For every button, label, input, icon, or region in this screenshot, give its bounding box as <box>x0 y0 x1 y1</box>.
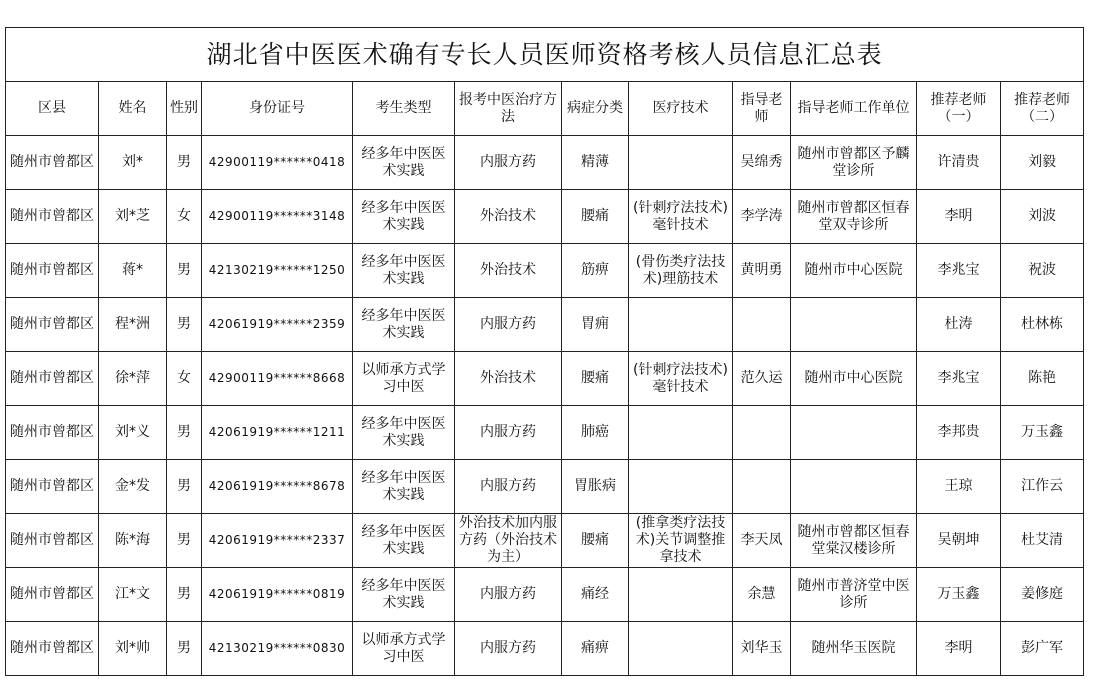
header-name: 姓名 <box>99 82 167 136</box>
cell-treatment-method: 外治技术 <box>455 352 562 406</box>
cell-mentor-workplace: 随州市普济堂中医诊所 <box>791 568 917 622</box>
cell-medical-technique <box>629 298 733 352</box>
cell-gender: 男 <box>167 136 202 190</box>
sheet-title: 湖北省中医医术确有专长人员医师资格考核人员信息汇总表 <box>6 28 1084 82</box>
cell-recommender-2: 彭广军 <box>1001 622 1084 676</box>
cell-recommender-1: 许清贵 <box>917 136 1001 190</box>
cell-treatment-method: 内服方药 <box>455 406 562 460</box>
cell-disease-category: 肺癌 <box>562 406 629 460</box>
cell-medical-technique <box>629 568 733 622</box>
cell-disease-category: 腰痛 <box>562 514 629 568</box>
cell-mentor: 吴绵秀 <box>733 136 791 190</box>
cell-mentor-workplace <box>791 298 917 352</box>
cell-id-number: 42061919******1211 <box>202 406 353 460</box>
cell-gender: 男 <box>167 298 202 352</box>
header-county: 区县 <box>6 82 99 136</box>
cell-recommender-1: 吴朝坤 <box>917 514 1001 568</box>
cell-county: 随州市曾都区 <box>6 622 99 676</box>
cell-medical-technique <box>629 136 733 190</box>
summary-table <box>5 27 1084 676</box>
cell-id-number: 42061919******0819 <box>202 568 353 622</box>
cell-county: 随州市曾都区 <box>6 190 99 244</box>
cell-disease-category: 腰痛 <box>562 352 629 406</box>
cell-id-number: 42061919******8678 <box>202 460 353 514</box>
table-row <box>6 514 1084 568</box>
cell-candidate-type: 经多年中医医术实践 <box>353 406 455 460</box>
cell-recommender-2: 杜林栋 <box>1001 298 1084 352</box>
cell-recommender-2: 姜修庭 <box>1001 568 1084 622</box>
cell-county: 随州市曾都区 <box>6 244 99 298</box>
cell-medical-technique <box>629 460 733 514</box>
cell-mentor-workplace: 随州市中心医院 <box>791 352 917 406</box>
cell-mentor-workplace <box>791 406 917 460</box>
cell-mentor: 余慧 <box>733 568 791 622</box>
cell-county: 随州市曾都区 <box>6 514 99 568</box>
cell-mentor <box>733 406 791 460</box>
cell-mentor <box>733 298 791 352</box>
cell-name: 徐*萍 <box>99 352 167 406</box>
cell-mentor-workplace: 随州市曾都区恒春堂棠汉楼诊所 <box>791 514 917 568</box>
cell-name: 程*洲 <box>99 298 167 352</box>
cell-gender: 女 <box>167 352 202 406</box>
cell-id-number: 42900119******8668 <box>202 352 353 406</box>
cell-recommender-1: 李明 <box>917 190 1001 244</box>
cell-county: 随州市曾都区 <box>6 298 99 352</box>
cell-mentor-workplace: 随州华玉医院 <box>791 622 917 676</box>
cell-mentor-workplace: 随州市曾都区恒春堂双寺诊所 <box>791 190 917 244</box>
cell-mentor: 李学涛 <box>733 190 791 244</box>
cell-medical-technique <box>629 406 733 460</box>
cell-gender: 男 <box>167 244 202 298</box>
header-medical-technique: 医疗技术 <box>629 82 733 136</box>
cell-candidate-type: 经多年中医医术实践 <box>353 568 455 622</box>
cell-treatment-method: 外治技术 <box>455 244 562 298</box>
table-row <box>6 136 1084 190</box>
table-row <box>6 568 1084 622</box>
cell-gender: 男 <box>167 406 202 460</box>
table-row <box>6 298 1084 352</box>
cell-name: 刘*义 <box>99 406 167 460</box>
header-row <box>6 82 1084 136</box>
cell-recommender-2: 刘毅 <box>1001 136 1084 190</box>
cell-medical-technique <box>629 622 733 676</box>
header-gender: 性别 <box>167 82 202 136</box>
table-row <box>6 460 1084 514</box>
cell-medical-technique: (针刺疗法技术)毫针技术 <box>629 190 733 244</box>
cell-name: 蒋* <box>99 244 167 298</box>
cell-recommender-1: 李邦贵 <box>917 406 1001 460</box>
cell-recommender-2: 陈艳 <box>1001 352 1084 406</box>
cell-recommender-2: 万玉鑫 <box>1001 406 1084 460</box>
cell-mentor <box>733 460 791 514</box>
cell-county: 随州市曾都区 <box>6 406 99 460</box>
header-recommender-2: 推荐老师（二） <box>1001 82 1084 136</box>
cell-name: 刘* <box>99 136 167 190</box>
cell-mentor-workplace: 随州市中心医院 <box>791 244 917 298</box>
cell-county: 随州市曾都区 <box>6 352 99 406</box>
cell-mentor-workplace <box>791 460 917 514</box>
cell-disease-category: 痛经 <box>562 568 629 622</box>
cell-candidate-type: 以师承方式学习中医 <box>353 352 455 406</box>
cell-candidate-type: 经多年中医医术实践 <box>353 244 455 298</box>
cell-treatment-method: 内服方药 <box>455 568 562 622</box>
cell-disease-category: 胃胀病 <box>562 460 629 514</box>
cell-recommender-2: 祝波 <box>1001 244 1084 298</box>
cell-county: 随州市曾都区 <box>6 460 99 514</box>
cell-gender: 男 <box>167 460 202 514</box>
cell-mentor: 黄明勇 <box>733 244 791 298</box>
cell-treatment-method: 外治技术加内服方药（外治技术为主） <box>455 514 562 568</box>
cell-treatment-method: 内服方药 <box>455 622 562 676</box>
table-row <box>6 190 1084 244</box>
cell-recommender-2: 杜艾清 <box>1001 514 1084 568</box>
cell-mentor: 范久运 <box>733 352 791 406</box>
cell-gender: 男 <box>167 514 202 568</box>
cell-mentor: 刘华玉 <box>733 622 791 676</box>
cell-id-number: 42130219******1250 <box>202 244 353 298</box>
cell-id-number: 42130219******0830 <box>202 622 353 676</box>
cell-gender: 男 <box>167 568 202 622</box>
cell-county: 随州市曾都区 <box>6 568 99 622</box>
header-treatment-method: 报考中医治疗方法 <box>455 82 562 136</box>
cell-medical-technique: (骨伤类疗法技术)理筋技术 <box>629 244 733 298</box>
cell-treatment-method: 外治技术 <box>455 190 562 244</box>
cell-id-number: 42900119******3148 <box>202 190 353 244</box>
cell-gender: 女 <box>167 190 202 244</box>
cell-id-number: 42900119******0418 <box>202 136 353 190</box>
cell-id-number: 42061919******2359 <box>202 298 353 352</box>
summary-sheet <box>5 27 1083 676</box>
cell-recommender-1: 王琼 <box>917 460 1001 514</box>
cell-recommender-1: 杜涛 <box>917 298 1001 352</box>
cell-county: 随州市曾都区 <box>6 136 99 190</box>
cell-treatment-method: 内服方药 <box>455 298 562 352</box>
cell-medical-technique: (推拿类疗法技术)关节调整推拿技术 <box>629 514 733 568</box>
cell-recommender-1: 万玉鑫 <box>917 568 1001 622</box>
cell-recommender-1: 李明 <box>917 622 1001 676</box>
cell-disease-category: 胃痈 <box>562 298 629 352</box>
cell-gender: 男 <box>167 622 202 676</box>
cell-recommender-1: 李兆宝 <box>917 244 1001 298</box>
cell-recommender-1: 李兆宝 <box>917 352 1001 406</box>
cell-name: 陈*海 <box>99 514 167 568</box>
header-mentor-workplace: 指导老师工作单位 <box>791 82 917 136</box>
header-recommender-1: 推荐老师（一） <box>917 82 1001 136</box>
cell-candidate-type: 经多年中医医术实践 <box>353 136 455 190</box>
cell-disease-category: 精薄 <box>562 136 629 190</box>
table-row <box>6 406 1084 460</box>
table-row <box>6 622 1084 676</box>
cell-mentor: 李天凤 <box>733 514 791 568</box>
cell-name: 刘*芝 <box>99 190 167 244</box>
header-disease-category: 病症分类 <box>562 82 629 136</box>
cell-treatment-method: 内服方药 <box>455 136 562 190</box>
cell-recommender-2: 江作云 <box>1001 460 1084 514</box>
cell-treatment-method: 内服方药 <box>455 460 562 514</box>
header-candidate-type: 考生类型 <box>353 82 455 136</box>
table-row <box>6 244 1084 298</box>
header-id-number: 身份证号 <box>202 82 353 136</box>
cell-disease-category: 腰痛 <box>562 190 629 244</box>
cell-name: 刘*帅 <box>99 622 167 676</box>
cell-candidate-type: 以师承方式学习中医 <box>353 622 455 676</box>
cell-candidate-type: 经多年中医医术实践 <box>353 298 455 352</box>
cell-candidate-type: 经多年中医医术实践 <box>353 514 455 568</box>
header-mentor: 指导老师 <box>733 82 791 136</box>
cell-medical-technique: (针刺疗法技术)毫针技术 <box>629 352 733 406</box>
cell-id-number: 42061919******2337 <box>202 514 353 568</box>
cell-candidate-type: 经多年中医医术实践 <box>353 460 455 514</box>
cell-candidate-type: 经多年中医医术实践 <box>353 190 455 244</box>
table-row <box>6 352 1084 406</box>
cell-name: 金*发 <box>99 460 167 514</box>
cell-disease-category: 筋痹 <box>562 244 629 298</box>
cell-mentor-workplace: 随州市曾都区予麟堂诊所 <box>791 136 917 190</box>
cell-disease-category: 痛痹 <box>562 622 629 676</box>
cell-name: 江*文 <box>99 568 167 622</box>
cell-recommender-2: 刘波 <box>1001 190 1084 244</box>
